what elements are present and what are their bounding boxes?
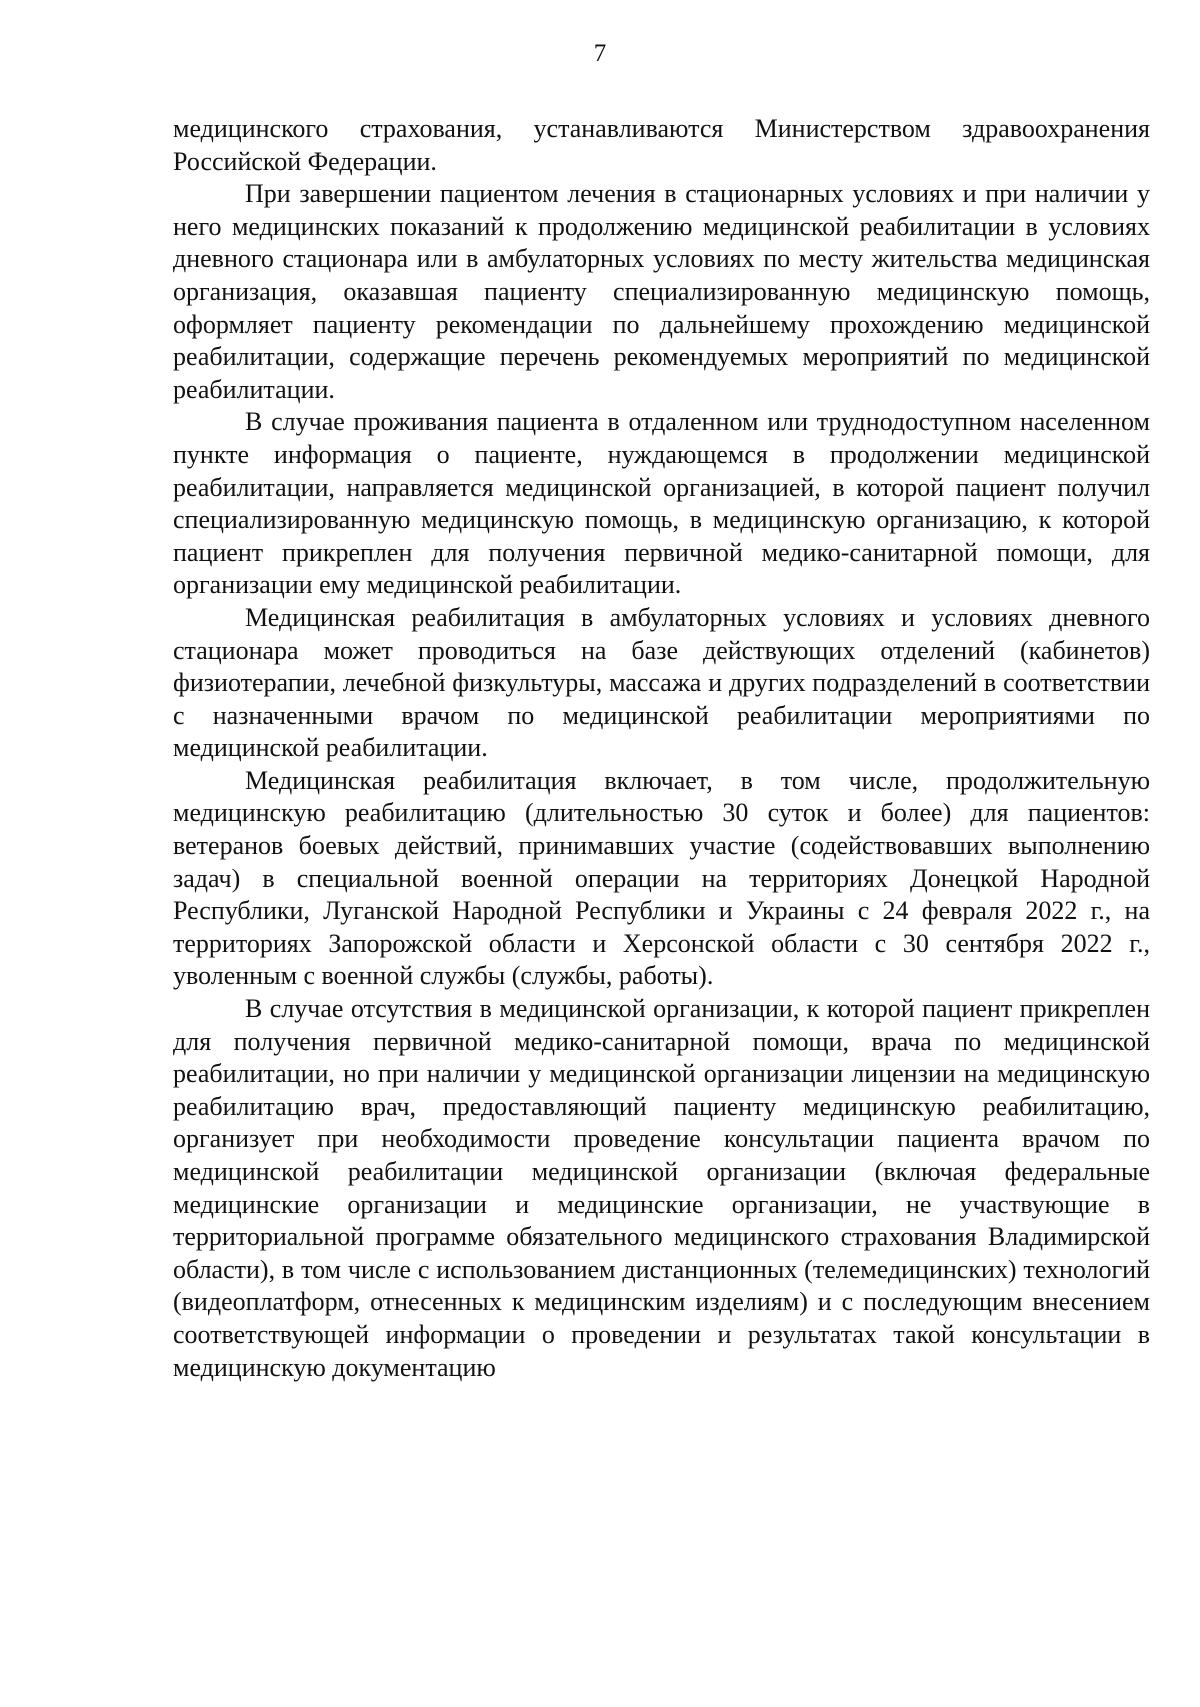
paragraph-long-term-rehab: Медицинская реабилитация включает, в том числе, продолжительную медицинскую реабилитацию (длительностью 30 суток и более) для пациентов: ветеранов боевых действий, принимавших участие (содействовавших выполнению задач) в специальной военной операции на территориях Донецкой Народной Республики, Луганской Народной Республики и Украины с 24 февраля 2022 г., на территориях Запорожской области и Херсонской области с 30 сентября 2022 г., уволенным с военной службы (службы, работы). [173, 765, 1150, 991]
paragraph-remote-settlement: В случае проживания пациента в отдаленном или труднодоступном населенном пункте информация о пациенте, нуждающемся в продолжении медицинской реабилитации, направляется медицинской организацией, в которой пациент получил специализированную медицинскую помощь, в медицинскую организацию, к которой пациент прикреплен для получения первичной медико-санитарной помощи, для организации ему медицинской реабилитации. [173, 407, 1150, 600]
paragraph-continuation: медицинского страхования, устанавливаются Министерством здравоохранения Российской Федерации. [173, 114, 1150, 176]
paragraph-rehab-recommendations: При завершении пациентом лечения в стационарных условиях и при наличии у него медицинских показаний к продолжению медицинской реабилитации в условиях дневного стационара или в амбулаторных условиях по месту жительства медицинская организация, оказавшая пациенту специализированную медицинскую помощь, оформляет пациенту рекомендации по дальнейшему прохождению медицинской реабилитации, содержащие перечень рекомендуемых мероприятий по медицинской реабилитации. [173, 179, 1150, 404]
document-body [173, 113, 1150, 1384]
paragraph-outpatient-rehab: Медицинская реабилитация в амбулаторных условиях и условиях дневного стационара может проводиться на базе действующих отделений (кабинетов) физиотерапии, лечебной физкультуры, массажа и других подразделений в соответствии с назначенными врачом по медицинской реабилитации мероприятиями по медицинской реабилитации. [173, 602, 1150, 763]
page-number: 7 [593, 40, 607, 67]
paragraph-consultation: В случае отсутствия в медицинской организации, к которой пациент прикреплен для получения первичной медико-санитарной помощи, врача по медицинской реабилитации, но при наличии у медицинской организации лицензии на медицинскую реабилитацию врач, предоставляющий пациенту медицинскую реабилитацию, организует при необходимости проведение консультации пациента врачом по медицинской реабилитации медицинской организации (включая федеральные медицинские организации и медицинские организации, не участвующие в территориальной программе обязательного медицинского страхования Владимирской области), в том числе с использованием дистанционных (телемедицинских) технологий (видеоплатформ, отнесенных к медицинским изделиям) и с последующим внесением соответствующей информации о проведении и результатах такой консультации в медицинскую документацию [173, 994, 1150, 1382]
